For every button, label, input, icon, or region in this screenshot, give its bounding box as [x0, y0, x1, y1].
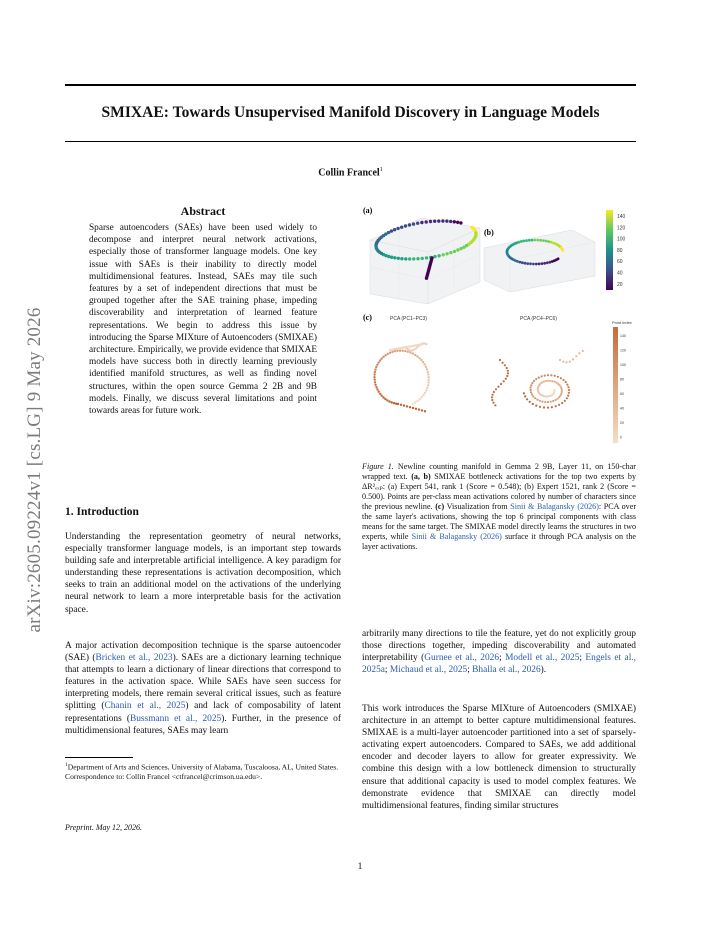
panel-b-point	[542, 239, 545, 242]
colorbar-viridis-tick: 60	[617, 259, 623, 266]
panel-c1-point	[402, 350, 404, 352]
panel-c2-point	[495, 388, 497, 390]
panel-c2-point	[562, 379, 564, 381]
panel-a-point	[453, 250, 456, 253]
panel-c2-point	[550, 374, 552, 376]
panel-c2-point	[507, 370, 509, 372]
panel-c2-point	[533, 380, 535, 382]
panel-c2-point	[544, 375, 546, 377]
panel-c1-point	[428, 376, 430, 378]
figure-1-caption	[362, 462, 636, 552]
panel-c1-point	[412, 403, 414, 405]
panel-a-point	[462, 246, 465, 249]
colorbar-copper-tick: 140	[620, 334, 626, 338]
colorbar-viridis-tick: 100	[617, 236, 626, 243]
panel-c2-point	[535, 405, 537, 407]
colorbar-copper-tick: 40	[620, 406, 624, 411]
panel-c2-point	[568, 389, 570, 391]
colorbar-copper-tick: 60	[620, 392, 624, 396]
paper-title: SMIXAE: Towards Unsupervised Manifold Discovery in Language Models	[101, 104, 600, 121]
caption-bold-1: (a, b)	[411, 472, 431, 481]
panel-c1-point	[416, 355, 418, 357]
right-p1-end: ).	[540, 665, 547, 676]
panel-a-point	[445, 219, 448, 222]
panel-c2-point	[506, 367, 508, 369]
colorbar-viridis	[606, 210, 626, 290]
panel-c1-point	[426, 387, 428, 389]
footnote-mark: 1	[65, 762, 68, 768]
citation-gurnee[interactable]: Gurnee et al., 2026	[424, 653, 500, 664]
title-top-rule	[65, 84, 636, 86]
panel-c1-point	[377, 361, 379, 363]
panel-c2-point	[530, 391, 532, 393]
panel-c2-point	[582, 350, 584, 352]
panel-c2-point	[569, 361, 571, 363]
panel-c1-point	[391, 351, 393, 353]
panel-c1-point	[420, 359, 422, 361]
panel-c2-point	[547, 374, 549, 376]
panel-c2-point	[558, 404, 560, 406]
panel-c1-point	[393, 402, 395, 404]
panel-c1-point	[425, 343, 427, 345]
author-affiliation-mark: 1	[379, 167, 383, 173]
panel-c1-point	[382, 396, 384, 398]
panel-c1-point	[375, 366, 377, 368]
panel-a-point	[429, 220, 432, 223]
panel-c1-point	[374, 368, 376, 370]
panel-b-point	[531, 239, 534, 242]
panel-c2-point	[538, 377, 540, 379]
panel-a-point	[425, 256, 428, 259]
panel-b-point	[532, 263, 535, 266]
panel-c1-point	[373, 376, 375, 378]
citation-bussmann[interactable]: Bussmann et al., 2025	[129, 713, 222, 724]
caption-text-2: SMIXAE bottleneck activations for the top two experts by ΔR²ₑₓₚ: (a) Expert 541, rank 1 (Score = 0.548); (b) Expert 1521, rank 2 (Score = 0.500). Points are per-class mean activations colored by number of characters since the previous newline.	[362, 472, 636, 511]
panel-a-point	[441, 219, 444, 222]
panel-b-point	[539, 239, 542, 242]
panel-c1-point	[427, 371, 429, 373]
panel-c2-point	[497, 386, 499, 388]
author-line	[65, 167, 636, 178]
figure-1-svg	[360, 200, 638, 458]
panel-a-point	[400, 257, 403, 260]
panel-b-point	[541, 262, 544, 265]
colorbar-copper-tick: 20	[620, 421, 624, 425]
panel-a-point	[442, 253, 445, 256]
panel-b-point	[545, 240, 548, 243]
panel-c2-point	[564, 400, 566, 402]
panel-a-point	[416, 222, 419, 225]
panel-b	[484, 228, 595, 292]
panel-a-point	[421, 257, 424, 260]
panel-c2-point	[544, 401, 546, 403]
panel-b-point	[519, 261, 522, 264]
panel-b-point	[526, 262, 529, 265]
colorbar-copper-tick: 100	[620, 363, 626, 367]
panel-c2-point	[535, 378, 537, 380]
panel-c2-point	[554, 375, 556, 377]
panel-c1-point	[400, 404, 402, 406]
panel-c1-point	[416, 400, 418, 402]
intro-p2-text-c: ) and lack of composability of latent representations (	[65, 701, 341, 724]
panel-c1-point	[373, 373, 375, 375]
title-bottom-rule	[65, 141, 636, 142]
panel-c2-point	[551, 406, 553, 408]
panel-c2-point	[536, 399, 538, 401]
panel-c1-point	[415, 408, 417, 410]
panel-c2-point	[494, 404, 496, 406]
citation-sinii-1[interactable]: Sinii & Balagansky (2026)	[510, 502, 599, 511]
panel-b-point	[520, 240, 523, 243]
panel-c1-point	[403, 404, 405, 406]
panel-a-point	[408, 223, 411, 226]
panel-c1-point	[399, 350, 401, 352]
panel-a-point	[437, 219, 440, 222]
right-p1-sep-1: ;	[499, 653, 506, 664]
panel-c2-point	[506, 375, 508, 377]
panel-c2-point	[554, 399, 556, 401]
panel-c2-point	[541, 401, 543, 403]
panel-c2-point	[526, 398, 528, 400]
colorbar-viridis-tick: 120	[617, 225, 626, 232]
panel-c2-point	[556, 398, 558, 400]
panel-c2-point	[566, 384, 568, 386]
pca-title-1: PCA (PC1–PC3)	[390, 316, 427, 322]
intro-paragraph-1-text: Understanding the representation geometry of neural networks, especially transformer language models, is an important step towards building safe and interpretable artificial intelligence. A key paradigm for understanding these representations is activation decomposition, which seeks to train an additional model on the activations of the underlying neural network to learn a more interpretable basis for the activation space.	[65, 532, 341, 615]
panel-c1-point	[425, 389, 427, 391]
section-heading-introduction: 1. Introduction	[65, 506, 139, 518]
panel-c1-point	[379, 393, 381, 395]
arxiv-stamp	[6, 260, 64, 680]
panel-c2-point	[545, 380, 547, 382]
panel-a-label: (a)	[363, 206, 373, 215]
panel-b-label: (b)	[484, 228, 494, 237]
panel-c2-point	[491, 396, 493, 398]
panel-c1-point	[378, 391, 380, 393]
panel-c1-point	[412, 407, 414, 409]
caption-label: Figure 1.	[362, 462, 394, 471]
panel-a-point	[449, 251, 452, 254]
citation-chanin[interactable]: Chanin et al., 2025	[104, 701, 186, 712]
panel-c2-point	[532, 395, 534, 397]
panel-c1-point	[374, 384, 376, 386]
panel-c1-point	[374, 379, 376, 381]
panel-b-point	[546, 261, 549, 264]
panel-c1-point	[409, 406, 411, 408]
panel-c2-point	[523, 392, 525, 394]
colorbar-copper	[613, 327, 618, 443]
panel-c2-point	[578, 352, 580, 354]
panel-c1-point	[418, 357, 420, 359]
panel-c2-point	[551, 380, 553, 382]
panel-c2-point	[553, 381, 555, 383]
panel-c1-point	[381, 395, 383, 397]
panel-a-point	[453, 220, 456, 223]
panel-c1-point	[406, 405, 408, 407]
panel-c2-point	[550, 401, 552, 403]
panel-c2-point	[539, 400, 541, 402]
panel-c1-point	[379, 359, 381, 361]
caption-text-1: Newline counting manifold in Gemma 2 9B, Layer 11, on 150-char wrapped text.	[362, 462, 636, 481]
panel-c1-point	[391, 401, 393, 403]
caption-text-4: : PCA over the same layer's activations, showing the top 6 principal components with class means for the same target. The SMIXAE model directly learns the structures in two experts, while	[362, 502, 637, 541]
panel-a-point	[400, 226, 403, 229]
panel-c2-point	[504, 364, 506, 366]
panel-b-point	[543, 262, 546, 265]
abstract-text: Sparse autoencoders (SAEs) have been used widely to decompose and interpret neural network activations, especially those of transformer language models. One key issue with SAEs is their inability to directly model multidimensional features. Instead, SAEs may tile such features by a set of independent directions that must be grouped together after the SAE training phase, impeding discoverability and interpretation of learned feature representations. We begin to address this issue by introducing the Sparse MIXture of Autoencoders (SMIXAE) architecture. Empirically, we provide evidence that SMIXAE models have success both in directly learning previously identified manifold structures, as well as finding novel structures, within the open source Gemma 2 2B and 9B models. Finally, we discuss several limitations and point towards areas for future work.	[89, 223, 317, 417]
panel-a	[363, 206, 480, 304]
panel-c1-point	[386, 399, 388, 401]
intro-p2-text-b: ). SAEs are a dictionary learning technique that attempts to learn a dictionary of linear directions that correspond to features in the activation space. While SAEs have seen success for interpreting models, there remain several critical issues, such as feature splitting (	[65, 653, 341, 712]
panel-c1-point	[418, 408, 420, 410]
panel-c2-point	[541, 375, 543, 377]
page-number: 1	[357, 862, 363, 872]
citation-bhalla[interactable]: Bhalla et al., 2026	[472, 665, 541, 676]
panel-c2-point	[561, 389, 563, 391]
footnote-rule	[65, 757, 133, 758]
panel-c1-point	[397, 403, 399, 405]
panel-b-point	[524, 262, 527, 265]
panel-c2-point	[491, 399, 493, 401]
panel-c1-point	[382, 356, 384, 358]
panel-c1-point	[427, 381, 429, 383]
panel-a-point	[449, 220, 452, 223]
panel-c-label: (c)	[363, 313, 372, 322]
panel-c1-point	[423, 363, 425, 365]
panel-b-point	[549, 261, 552, 264]
panel-c1-point	[425, 366, 427, 368]
figure-1	[360, 200, 638, 458]
panel-c1-point	[422, 394, 424, 396]
panel-c1-point	[422, 361, 424, 363]
panel-c1-point	[375, 386, 377, 388]
colorbar-viridis-ticks	[617, 214, 626, 288]
panel-c2-point	[549, 380, 551, 382]
panel-c2-point	[505, 378, 507, 380]
panel-c2-point	[565, 361, 567, 363]
panel-a-point	[459, 221, 462, 224]
panel-c1-point	[384, 354, 386, 356]
panel-b-point	[521, 261, 524, 264]
panel-c	[363, 313, 632, 443]
panel-c2-point	[547, 380, 549, 382]
panel-b-point	[528, 239, 531, 242]
abstract-heading: Abstract	[180, 204, 226, 218]
right-paragraph-1	[362, 628, 636, 676]
right-p1-sep-2: ;	[579, 653, 586, 664]
panel-a-point	[390, 229, 393, 232]
panel-a-point	[459, 247, 462, 250]
panel-c1-point	[374, 371, 376, 373]
citation-bricken[interactable]: Bricken et al., 2023	[95, 653, 173, 664]
panel-a-point	[420, 221, 423, 224]
colorbar-viridis-tick: 20	[617, 281, 623, 288]
panel-a-point	[396, 227, 399, 230]
caption-bold-2: (c)	[435, 502, 445, 511]
panel-c1-point	[421, 409, 423, 411]
panel-c1-point	[427, 373, 429, 375]
panel-b-point	[537, 239, 540, 242]
panel-a-point	[416, 257, 419, 260]
panel-c1-point	[389, 352, 391, 354]
panel-b-point	[534, 239, 537, 242]
pca-title-2: PCA (PC4–PC6)	[520, 316, 557, 322]
preprint-note: Preprint. May 12, 2026.	[65, 823, 143, 832]
panel-c2-point	[558, 396, 560, 398]
panel-c2-point	[532, 403, 534, 405]
panel-c2-point	[565, 381, 567, 383]
panel-c2-point	[524, 395, 526, 397]
panel-a-point	[412, 222, 415, 225]
intro-paragraph-2	[65, 640, 341, 737]
panel-a-point	[393, 256, 396, 259]
panel-a-point	[437, 254, 440, 257]
panel-c2-point	[530, 384, 532, 386]
intro-paragraph-1	[65, 531, 341, 616]
panel-c1-point	[424, 392, 426, 394]
panel-a-point	[445, 252, 448, 255]
right-paragraph-2	[362, 703, 636, 812]
author-name: Collin Francel	[318, 167, 380, 179]
footnote-text: Department of Arts and Sciences, University of Alabama, Tuscaloosa, AL, United States. Correspondence to: Collin Francel <ctfrancel@crimson.ua.edu>.	[65, 762, 339, 782]
panel-c2-point	[493, 391, 495, 393]
colorbar-viridis-tick: 80	[617, 247, 623, 254]
panel-c2-point	[531, 393, 533, 395]
panel-c2-point	[502, 362, 504, 364]
panel-c2-point	[507, 372, 509, 374]
panel-a-point	[397, 257, 400, 260]
panel-b-point	[522, 240, 525, 243]
panel-c2-point	[555, 405, 557, 407]
panel-a-point	[393, 228, 396, 231]
caption-text-3: Visualization from	[444, 502, 511, 511]
panel-b-point	[525, 239, 528, 242]
panel-c1-point	[414, 354, 416, 356]
panel-c1-point	[412, 352, 414, 354]
colorbar-copper-tick: 0	[620, 435, 622, 440]
panel-c-pca-2-points	[491, 350, 584, 409]
panel-c1-point	[381, 357, 383, 359]
intro-p2-text-a: A major activation decomposition technique is the sparse autoencoder (SAE) (	[65, 641, 341, 664]
citation-michaud[interactable]: Michaud et al., 2025	[389, 665, 468, 676]
panel-a-point	[456, 248, 459, 251]
panel-c1-point	[388, 400, 390, 402]
panel-c2-point	[547, 401, 549, 403]
panel-c1-point	[376, 388, 378, 390]
panel-c2-point	[559, 359, 561, 361]
panel-a-point	[456, 221, 459, 224]
panel-c2-point	[566, 397, 568, 399]
panel-b-point	[529, 262, 532, 265]
panel-b-point	[561, 249, 564, 252]
panel-c2-point	[531, 382, 533, 384]
panel-c2-point	[575, 355, 577, 357]
panel-c2-point	[529, 401, 531, 403]
panel-c2-point	[543, 381, 545, 383]
panel-a-point	[390, 256, 393, 259]
panel-c2-point	[499, 359, 501, 361]
panel-c-pca-1-points	[373, 342, 430, 412]
panel-b-point	[535, 263, 538, 266]
panel-c1-point	[384, 398, 386, 400]
panel-a-point	[408, 257, 411, 260]
panel-c2-point	[562, 361, 564, 363]
colorbar-copper-ticks	[620, 334, 626, 440]
panel-c2-point	[567, 386, 569, 388]
panel-c1-point	[404, 350, 406, 352]
colorbar-copper-tick: 80	[620, 377, 624, 382]
intro-p2-text-d: ). Further, in the presence of multidimensional features, SAEs may learn	[65, 713, 341, 736]
panel-c2-point	[547, 407, 549, 409]
citation-sinii-2[interactable]: Sinii & Balagansky (2026)	[411, 532, 502, 541]
panel-c1-point	[414, 401, 416, 403]
panel-c1-point	[424, 410, 426, 412]
panel-b-point	[547, 240, 550, 243]
colorbar-copper-tick: 120	[620, 348, 626, 353]
panel-c2-point	[539, 406, 541, 408]
panel-c2-point	[567, 395, 569, 397]
panel-c2-point	[534, 397, 536, 399]
panel-c2-point	[543, 406, 545, 408]
panel-c1-point	[427, 384, 429, 386]
panel-c2-point	[560, 377, 562, 379]
right-p1-sep-4: ;	[467, 665, 473, 676]
panel-a-point	[433, 255, 436, 258]
panel-c1-point	[419, 398, 421, 400]
colorbar-viridis-tick: 140	[617, 214, 626, 220]
panel-c2-point	[561, 402, 563, 404]
caption-text-5: surface it through PCA analysis on the layer activations.	[362, 532, 636, 551]
panel-a-point	[433, 220, 436, 223]
panel-b-point	[538, 263, 541, 266]
panel-c2-point	[552, 400, 554, 402]
panel-c1-point	[421, 396, 423, 398]
panel-a-point	[425, 220, 428, 223]
right-p1-text: arbitrarily many directions to tile the feature, yet do not explicitly group those directions together, impeding discoverability and automated interpretability (	[362, 629, 636, 664]
panel-c2-point	[500, 383, 502, 385]
panel-c2-point	[557, 376, 559, 378]
panel-c1-point	[428, 379, 430, 381]
panel-c1-point	[374, 381, 376, 383]
panel-a-point	[404, 224, 407, 227]
panel-a-point	[404, 257, 407, 260]
panel-c2-point	[530, 389, 532, 391]
panel-c2-point	[572, 358, 574, 360]
arxiv-id: arXiv:2605.09224v1 [cs.LG] 9 May 2026	[24, 307, 45, 633]
citation-modell[interactable]: Modell et al., 2025	[505, 653, 580, 664]
colorbar-viridis-tick: 40	[617, 270, 623, 277]
panel-b-point	[517, 241, 520, 244]
panel-c1-point	[387, 353, 389, 355]
panel-a-tail-point	[425, 277, 428, 280]
right-p2-text: This work introduces the Sparse MIXture of Autoencoders (SMIXAE) architecture in an attempt to better capture multidimensional features. SMIXAE is a multi-layer autoencoder partitioned into a set of sparsely-activating expert autoencoders. Compared to SAEs, we add additional encoder and decoder layers to allow for greater expressivity. We combine this design with a low bottleneck dimension to structurally ensure that additional capacity is used to model complex features. We demonstrate evidence that SMIXAE can directly model multidimensional features, finding similar structures	[362, 704, 636, 811]
panel-c2-point	[530, 387, 532, 389]
panel-c2-point	[492, 402, 494, 404]
panel-c1-point	[421, 343, 423, 345]
panel-c2-point	[492, 394, 494, 396]
citation-engels[interactable]: Engels et al., 2025a	[362, 653, 636, 676]
panel-c2-point	[568, 392, 570, 394]
panel-c1-point	[376, 364, 378, 366]
panel-a-point	[412, 257, 415, 260]
panel-a-point	[387, 231, 390, 234]
footnote	[65, 761, 341, 782]
panel-c1-point	[426, 368, 428, 370]
right-p1-sep-3: ;	[384, 665, 390, 676]
panel-c2-point	[503, 380, 505, 382]
colorbar-copper-title: Point index	[612, 320, 632, 325]
